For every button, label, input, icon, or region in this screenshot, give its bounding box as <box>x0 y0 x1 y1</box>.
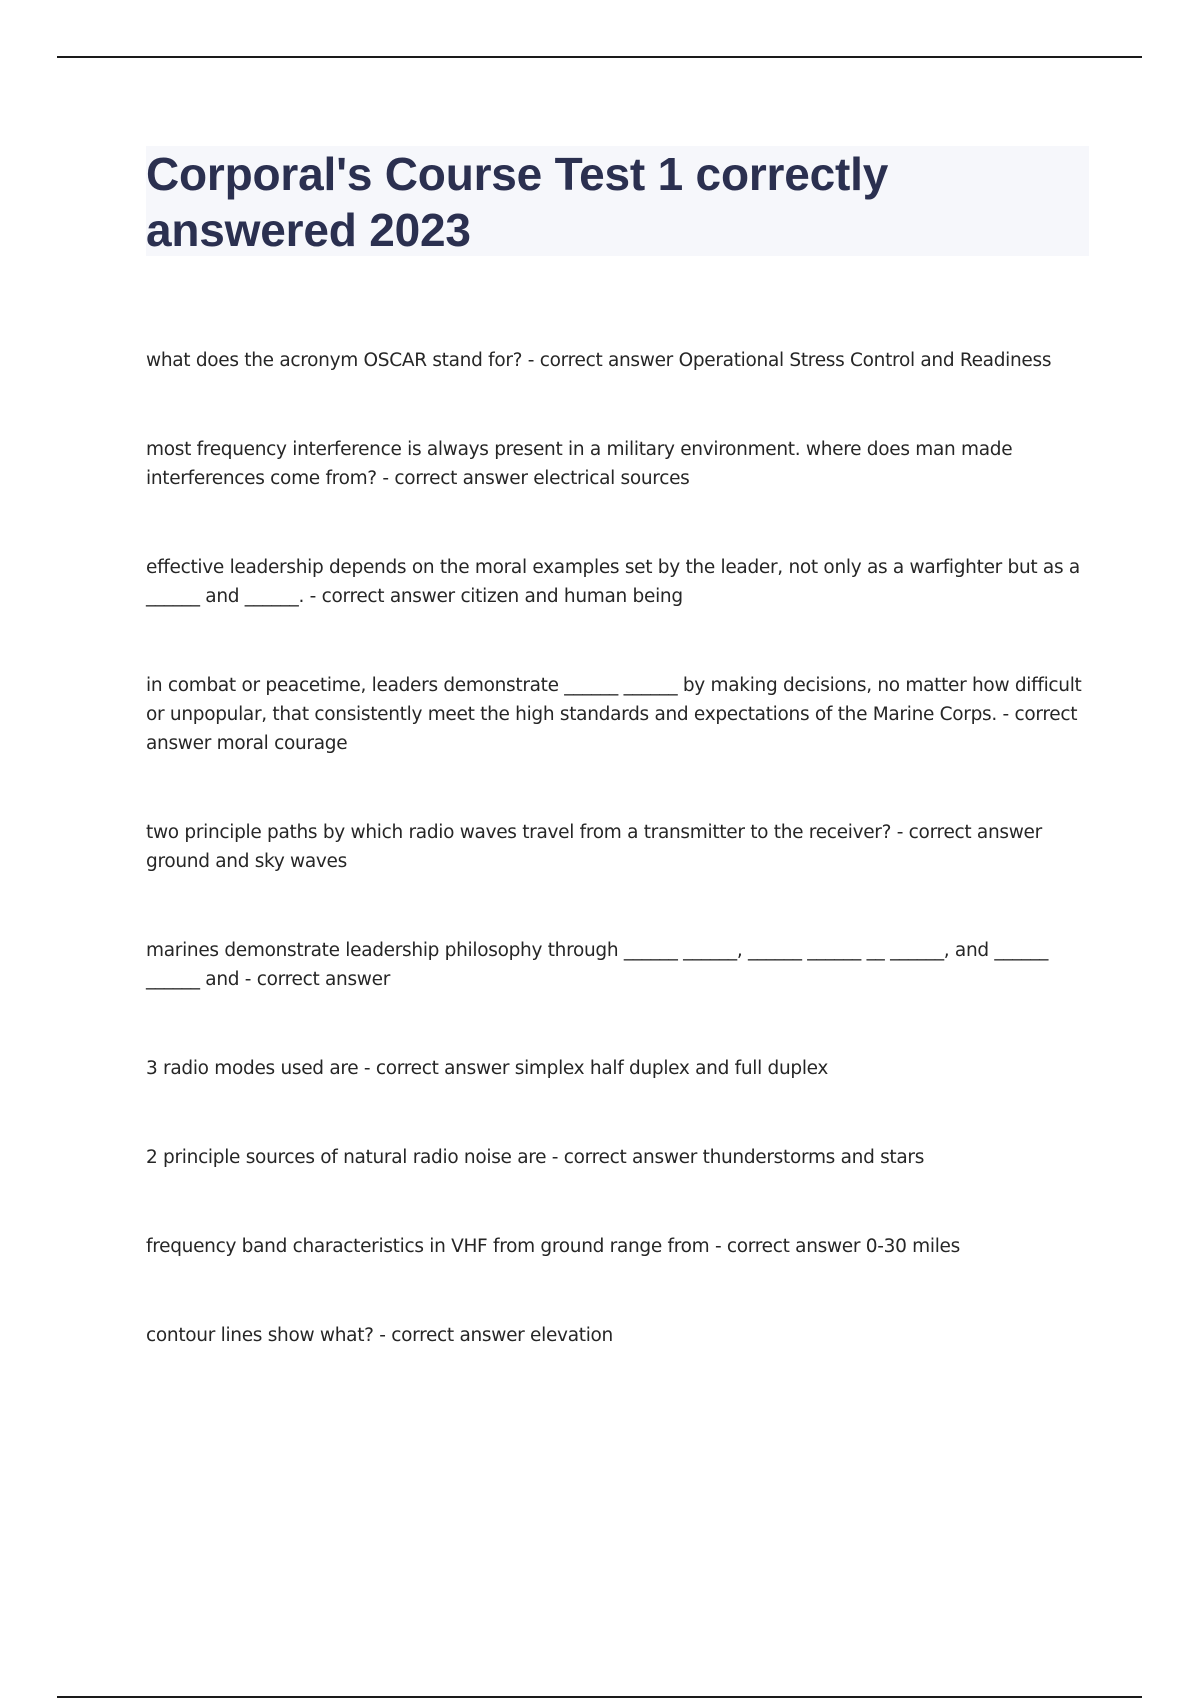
qa-item: contour lines show what? - correct answer elevation <box>146 1325 613 1346</box>
qa-item: in combat or peacetime, leaders demonstrate ______ ______ by making decisions, no matter how difficult or unpopular, that consistently meet the high standards and expectations of the Marine Corps. - correct answer moral courage <box>146 675 1082 754</box>
title-banner <box>146 146 1089 256</box>
qa-item: 2 principle sources of natural radio noise are - correct answer thunderstorms and stars <box>146 1147 925 1168</box>
bottom-divider <box>57 1696 1142 1698</box>
qa-item: what does the acronym OSCAR stand for? - correct answer Operational Stress Control and Readiness <box>146 350 1052 371</box>
top-divider <box>57 56 1142 58</box>
qa-item: 3 radio modes used are - correct answer simplex half duplex and full duplex <box>146 1058 829 1079</box>
question-answer-list <box>146 346 1086 1410</box>
document-title: Corporal's Course Test 1 correctly answered 2023 <box>146 148 889 256</box>
qa-item: effective leadership depends on the moral examples set by the leader, not only as a warfighter but as a ______ and ______. - correct answer citizen and human being <box>146 557 1080 607</box>
qa-item: two principle paths by which radio waves travel from a transmitter to the receiver? - correct answer ground and sky waves <box>146 822 1042 872</box>
qa-item: frequency band characteristics in VHF from ground range from - correct answer 0-30 miles <box>146 1236 960 1257</box>
qa-item: most frequency interference is always present in a military environment. where does man made interferences come from? - correct answer electrical sources <box>146 439 1013 489</box>
qa-item: marines demonstrate leadership philosophy through ______ ______, ______ ______ __ ______, and ______ ______ and - correct answer <box>146 940 1049 990</box>
